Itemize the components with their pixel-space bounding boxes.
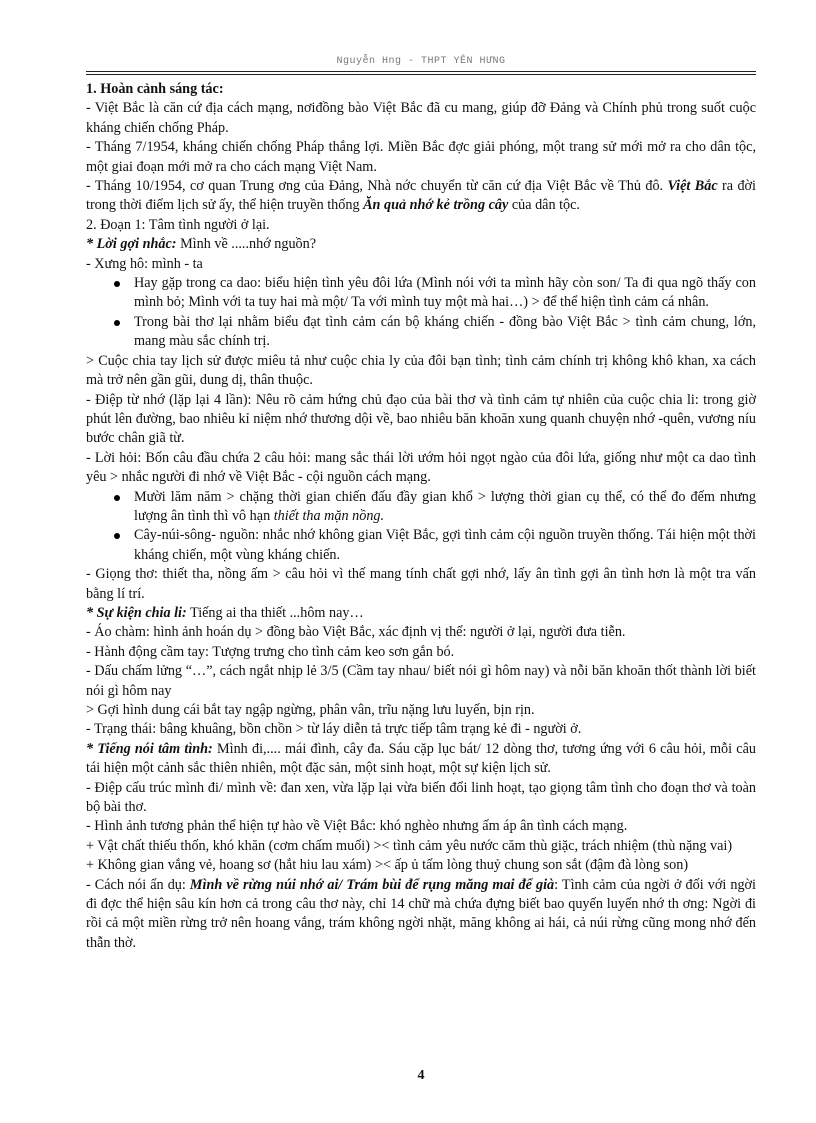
section-heading-2: 2. Đoạn 1: Tâm tình người ở lại. <box>86 216 270 233</box>
bullet-icon <box>114 495 120 501</box>
bullet-icon <box>114 320 120 326</box>
paragraph: - Tháng 7/1954, kháng chiến chống Pháp thắng lợi. Miền Bắc đợc giải phóng, một trang sử mới mở ra cho dân tộc, một giai đoạn mới mở ra cho cách mạng Việt Nam. <box>86 139 756 175</box>
paragraph: + Không gian vắng vẻ, hoang sơ (hắt hiu lau xám) >< ấp ủ tấm lòng thuỷ chung son sắt (đậm đà lòng son) <box>86 857 689 874</box>
paragraph: - Hình ảnh tương phản thể hiện tự hào về Việt Bắc: khó nghèo nhưng ấm áp ân tình cách mạng. <box>86 818 628 835</box>
page-header: Nguyễn Hng - THPT YÊN HƯNG <box>336 56 506 67</box>
header-rule <box>86 71 756 75</box>
paragraph: - Dấu chấm lửng “…”, cách ngắt nhịp lẻ 3/5 (Cầm tay nhau/ biết nói gì hôm nay) và nỗi băn khoăn thốt thành lời biết nói gì hôm nay <box>86 663 756 699</box>
paragraph: - Áo chàm: hình ảnh hoán dụ > đồng bào Việt Bắc, xác định vị thế: người ở lại, người đưa tiễn. <box>86 624 626 641</box>
paragraph: * Tiếng nói tâm tình: Mình đi,.... mái đình, cây đa. Sáu cặp lục bát/ 12 dòng thơ, tương ứng với 6 câu hỏi, mỗi câu tái hiện một cảnh sắc thiên nhiên, một đặc sản, một sinh hoạt, một sự kiện lịch sử. <box>86 740 756 777</box>
bullet-item: Cây-núi-sông- nguồn: nhắc nhớ không gian Việt Bắc, gợi tình cảm cội nguồn truyền thống. Tái hiện một thời kháng chiến, một vùng kháng chiến. <box>86 526 756 565</box>
bullet-item: Trong bài thơ lại nhằm biểu đạt tình cảm cán bộ kháng chiến - đồng bào Việt Bắc > tình cảm chung, lớn, mang màu sắc chính trị. <box>86 313 756 352</box>
paragraph: - Xưng hô: mình - ta <box>86 255 203 272</box>
paragraph: - Điệp từ nhớ (lặp lại 4 lần): Nêu rõ cảm hứng chủ đạo của bài thơ và tình cảm tự nhiên của cuộc chia li: trong giờ phút lên đường, bao nhiêu kỉ niệm nhớ thương dội về, bao nhiêu băn khoăn xung quanh chuyện nhớ -quên, vương níu bước chân giã từ. <box>86 391 756 447</box>
paragraph: > Gợi hình dung cái bắt tay ngập ngừng, phân vân, trĩu nặng lưu luyến, bịn rịn. <box>86 702 535 718</box>
paragraph: * Sự kiện chia li: Tiếng ai tha thiết ...hôm nay… <box>86 604 364 621</box>
paragraph: - Cách nói ẩn dụ: Mình về rừng núi nhớ ai/ Trám bùi để rụng măng mai để già: Tình cảm của ngời ở đối với ngời đi đợc thể hiện sâu kín hơn cả trong câu thơ này, chỉ 14 chữ mà chứa đựng biết bao quyến luyến nhớ th ơng: Ngời đi rồi cả một miền rừng trở nên hoang vắng, trám không ngời nhặt, măng không ai hái, cả núi rừng cũng mong nhớ đến thẫn thờ. <box>86 876 756 951</box>
bullet-item: Mười lăm năm > chặng thời gian chiến đấu đầy gian khổ > lượng thời gian cụ thể, có thể đo đếm nhưng lượng ân tình thì vô hạn thiết tha mặn nồng. <box>86 488 756 527</box>
paragraph: - Việt Bắc là căn cứ địa cách mạng, nơiđồng bào Việt Bắc đã cu mang, giúp đỡ Đảng và Chính phủ trong suốt cuộc kháng chiến chống Pháp. <box>86 100 756 136</box>
paragraph: - Trạng thái: bâng khuâng, bồn chồn > từ láy diễn tả trực tiếp tâm trạng kẻ đi - người ở. <box>86 721 582 738</box>
bullet-icon <box>114 533 120 539</box>
paragraph: - Lời hỏi: Bốn câu đầu chứa 2 câu hỏi: mang sắc thái lời ướm hỏi ngọt ngào của đôi lứa, giống như một ca dao tình yêu > nhắc người đi nhớ về Việt Bắc - cội nguồn cách mạng. <box>86 449 756 486</box>
paragraph: - Giọng thơ: thiết tha, nồng ấm > câu hỏi vì thế mang tính chất gợi nhớ, lấy ân tình gợi ân tình hơn là một tra vấn bằng lí trí. <box>86 566 756 602</box>
paragraph: > Cuộc chia tay lịch sử được miêu tả như cuộc chia ly của đôi bạn tình; tình cảm chính trị không khô khan, xa cách mà trở nên gần gũi, dung dị, thân thuộc. <box>86 352 756 389</box>
bullet-item: Hay gặp trong ca dao: biểu hiện tình yêu đôi lứa (Mình nói với ta mình hãy còn son/ Ta đi qua ngõ thấy con mình bỏ; Mình với ta tuy hai mà một/ Ta với mình tuy một mà hai…) > để thể hiện tình cảm cá nhân. <box>86 274 756 313</box>
paragraph: + Vật chất thiếu thốn, khó khăn (cơm chấm muối) >< tình cảm yêu nước căm thù giặc, trách nhiệm (thù nặng vai) <box>86 837 733 854</box>
bullet-icon <box>114 281 120 287</box>
page-number: 4 <box>417 1068 425 1083</box>
paragraph: - Điệp cấu trúc mình đi/ mình về: đan xen, vừa lặp lại vừa biến đổi linh hoạt, tạo giọng tâm tình cho đoạn thơ và toàn bộ bài thơ. <box>86 779 756 816</box>
section-heading-1: 1. Hoàn cảnh sáng tác: <box>86 81 224 97</box>
paragraph: - Hành động cầm tay: Tượng trưng cho tình cảm keo sơn gắn bó. <box>86 643 455 660</box>
paragraph: * Lời gợi nhắc: Mình về .....nhớ nguồn? <box>86 236 317 253</box>
document-body <box>86 80 756 953</box>
paragraph: - Tháng 10/1954, cơ quan Trung ơng của Đảng, Nhà nớc chuyển từ căn cứ địa Việt Bắc về Thủ đô. Việt Bắc ra đời trong thời điểm lịch sử ấy, thể hiện truyền thống Ăn quả nhớ kẻ trồng cây của dân tộc. <box>86 178 756 214</box>
